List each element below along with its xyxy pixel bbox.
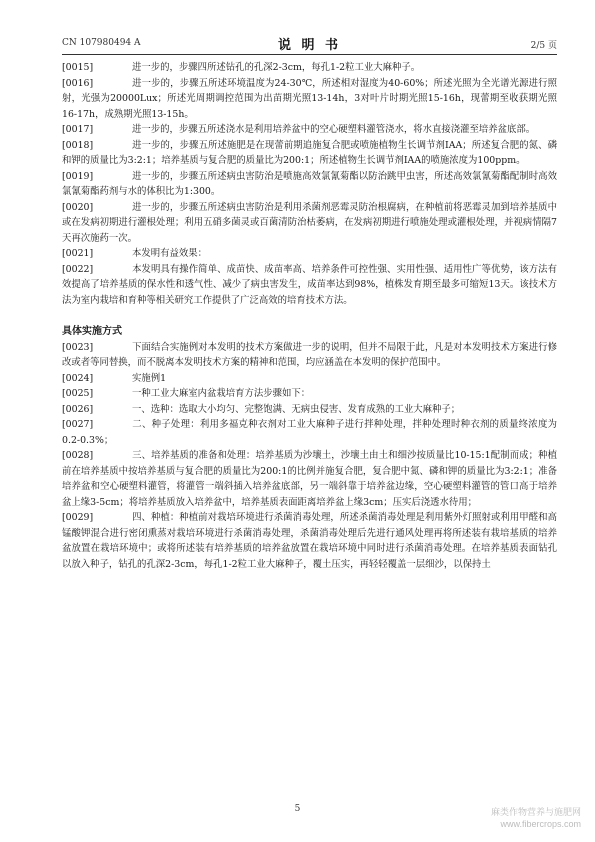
paragraph-number: [0026]	[62, 403, 94, 415]
paragraph-text: 一、选种：选取大小均匀、完整饱满、无病虫侵害、发育成熟的工业大麻种子；	[132, 403, 461, 415]
paragraph	[62, 262, 557, 309]
paragraph-text: 进一步的，步骤五所述施肥是在现蕾前期追施复合肥或喷施植物生长调节剂IAA；所述复合肥的氮、磷和钾的质量比为3:2:1；培养基质与复合肥的质量比为200:1；所述植物生长调节剂IAA的喷施浓度为100ppm。	[62, 139, 557, 166]
paragraph	[62, 200, 557, 247]
paragraph-number: [0023]	[62, 341, 94, 353]
page-number: 5	[294, 804, 301, 814]
paragraph	[62, 169, 557, 200]
paragraph-number: [0029]	[62, 512, 94, 523]
paragraph-number: [0019]	[62, 170, 94, 182]
paragraph-text: 进一步的，步骤五所述病虫害防治是利用杀菌剂恶霉灵防治根腐病，在种植前将恶霉灵加到培养基质中或在发病初期进行灌根处理；利用五硝多菌灵或百菌清防治枯萎病，在发病初期进行喷施处理或灌根处理，并视病情隔7天再次施药一次。	[62, 201, 557, 244]
paragraph-number: [0018]	[62, 139, 94, 151]
paragraph	[62, 371, 557, 387]
page-indicator: 2/5 页	[530, 41, 557, 51]
page-header	[62, 34, 557, 53]
paragraph-text: 一种工业大麻室内盆栽培育方法步骤如下：	[132, 388, 311, 399]
paragraph	[62, 448, 557, 510]
watermark	[491, 806, 581, 830]
paragraph-number: [0022]	[62, 263, 94, 275]
paragraph	[62, 402, 557, 418]
paragraph	[62, 246, 557, 262]
document-body	[62, 60, 557, 572]
paragraph-number: [0024]	[62, 372, 94, 384]
paragraph-block	[62, 60, 557, 308]
paragraph-text: 进一步的，步骤五所述病虫害防治是喷施高效氯氰菊酯以防治跳甲虫害，所述高效氯氰菊酯配制时高效氯氰菊酯药剂与水的体积比为1:300。	[62, 170, 557, 197]
paragraph-text: 进一步的，步骤五所述浇水是利用培养盆中的空心硬塑料灌管浇水，将水直接浇灌至培养盆底部。	[132, 124, 536, 135]
section-heading: 具体实施方式	[62, 326, 122, 337]
paragraph	[62, 122, 557, 138]
paragraph	[62, 386, 557, 402]
paragraph-text: 四、种植：种植前对栽培环境进行杀菌消毒处理，所述杀菌消毒处理是利用紫外灯照射或利用甲醛和高锰酸钾混合进行密闭熏蒸对栽培环境进行杀菌消毒处理，杀菌消毒处理后先进行通风处理再将所述装有栽培基质的培养盆放置在栽培环境中；或将所述装有培养基质的培养盆放置在栽培环境中同时进行杀菌消毒处理。在培养基质表面钻孔以放入种子，钻孔的孔深2-3cm，每孔1-2粒工业大麻种子，覆土压实，再轻轻覆盖一层细沙，以保持土	[62, 512, 557, 570]
paragraph	[62, 138, 557, 169]
paragraph-number: [0028]	[62, 450, 94, 461]
paragraph-number: [0015]	[62, 62, 94, 73]
paragraph-block	[62, 340, 557, 573]
paragraph-text: 二、种子处理：利用多福克种衣剂对工业大麻种子进行拌种处理，拌种处理时种衣剂的质量终浓度为0.2-0.3%；	[62, 419, 557, 446]
paragraph-text: 本发明有益效果：	[132, 248, 208, 259]
watermark-cn: 麻类作物营养与施肥网	[490, 807, 581, 817]
paragraph-text: 本发明具有操作简单、成苗快、成苗率高、培养条件可控性强、实用性强、适用性广等优势，该方法有效提高了培养基质的保水性和透气性、减少了病虫害发生，成苗率达到98%，植株发育期至最多可缩短13天。该技术方法为室内栽培和育种等相关研究工作提供了广泛高效的培育技术方法。	[62, 263, 557, 306]
paragraph	[62, 76, 557, 123]
header-divider	[62, 54, 557, 55]
paragraph-number: [0025]	[62, 388, 94, 399]
paragraph-number: [0017]	[62, 124, 94, 135]
paragraph-text: 实施例1	[132, 372, 167, 384]
paragraph-number: [0021]	[62, 248, 94, 259]
paragraph	[62, 510, 557, 572]
paragraph-text: 进一步的，步骤五所述环境温度为24-30℃，所述相对湿度为40-60%；所述光照为全光谱光源进行照射，光强为20000Lux；所述光周期调控范围为出苗期光照13-14h，3对叶片时期光照15-16h，现蕾期至收获期光照16-17h，成熟期光照13-15h。	[62, 77, 557, 120]
paragraph	[62, 417, 557, 448]
paragraph-number: [0020]	[62, 201, 94, 213]
paragraph	[62, 60, 557, 76]
document-title: 说 明 书	[277, 38, 342, 53]
paragraph-text: 三、培养基质的准备和处理：培养基质为沙壤土，沙壤土由土和细沙按质量比10-15:1配制而成；种植前在培养基质中按培养基质与复合肥的质量比为200:1的比例并施复合肥，复合肥中氮、磷和钾的质量比为3:2:1；准备培养盆和空心硬塑料灌管，将灌管一端斜插入培养盆底部，另一端斜靠于培养盆边缘，空心硬塑料灌管的管口高于培养盆上缘3-5cm；将培养基质放入培养盆中，培养基质表面距离培养盆上缘3cm；压实后浇透水待用；	[62, 450, 557, 508]
paragraph	[62, 340, 557, 371]
publication-number: CN 107980494 A	[62, 38, 141, 48]
paragraph-number: [0016]	[62, 77, 94, 89]
paragraph-number: [0027]	[62, 419, 94, 430]
paragraph-text: 下面结合实施例对本发明的技术方案做进一步的说明，但并不局限于此，凡是对本发明技术方案进行修改或者等同替换，而不脱离本发明技术方案的精神和范围，均应涵盖在本发明的保护范围中。	[62, 341, 557, 368]
paragraph-text: 进一步的，步骤四所述钻孔的孔深2-3cm，每孔1-2粒工业大麻种子。	[132, 62, 421, 73]
watermark-url: www.fibercrops.com	[500, 819, 581, 829]
